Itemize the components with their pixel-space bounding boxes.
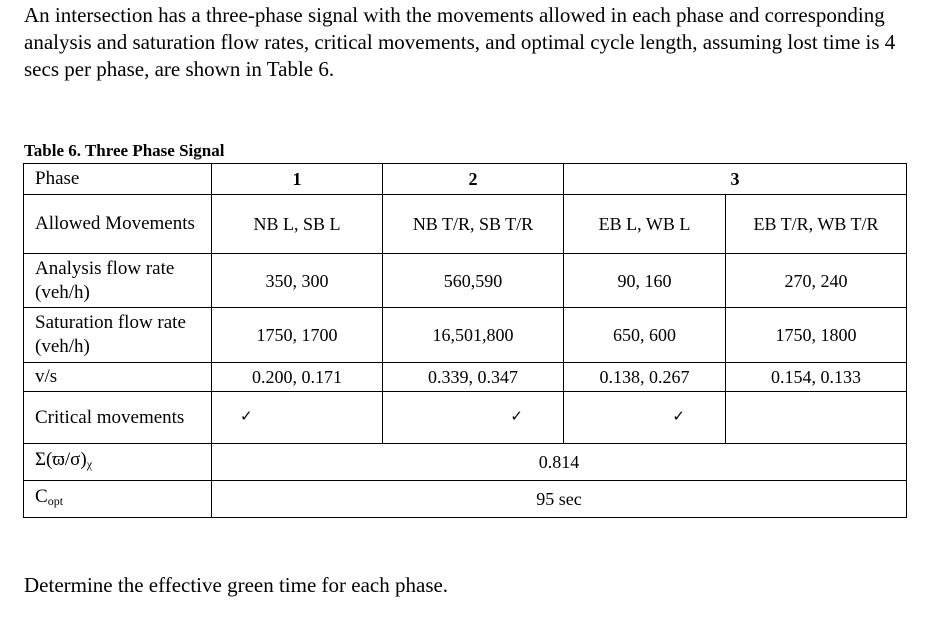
- row-label-sum-ratio: [24, 444, 212, 481]
- cell-movements-col2: NB T/R, SB T/R: [383, 195, 564, 254]
- cell-flow-col3: 90, 160: [564, 254, 726, 308]
- table-caption: Table 6. Three Phase Signal: [24, 141, 225, 160]
- row-label-cycle-length: [24, 481, 212, 518]
- cell-vs-col3: 0.138, 0.267: [564, 363, 726, 392]
- phase-2-header: 2: [383, 164, 564, 195]
- table-row-cycle-length: [24, 481, 907, 518]
- row-label-phase: Phase: [24, 164, 212, 195]
- critical-check-icon: ✓: [240, 407, 253, 425]
- phase-3-header: 3: [564, 164, 907, 195]
- cell-sum-ratio-value: 0.814: [212, 444, 907, 481]
- cell-saturation-col1: 1750, 1700: [212, 308, 383, 363]
- cell-flow-col4: 270, 240: [726, 254, 907, 308]
- cell-movements-col1: NB L, SB L: [212, 195, 383, 254]
- cell-saturation-col3: 650, 600: [564, 308, 726, 363]
- copt-symbol: C: [35, 486, 48, 507]
- critical-check-icon: ✓: [672, 407, 685, 425]
- cell-cycle-length-value: 95 sec: [212, 481, 907, 518]
- phase-1-header: 1: [212, 164, 383, 195]
- question-text: Determine the effective green time for each phase.: [24, 573, 449, 597]
- cell-movements-col3: EB L, WB L: [564, 195, 726, 254]
- cell-saturation-col2: 16,501,800: [383, 308, 564, 363]
- table-row-phase: [24, 164, 907, 195]
- cell-movements-col4: EB T/R, WB T/R: [726, 195, 907, 254]
- table-row-saturation-flow: [24, 308, 907, 363]
- row-label-saturation-flow: Saturation flow rate (veh/h): [24, 308, 212, 363]
- sum-ratio-symbol: Σ(ϖ/σ): [35, 449, 87, 470]
- cell-vs-col4: 0.154, 0.133: [726, 363, 907, 392]
- sum-ratio-subscript: χ: [86, 457, 93, 471]
- table-row-v-over-s: [24, 363, 907, 392]
- cell-flow-col2: 560,590: [383, 254, 564, 308]
- row-label-critical-movements: Critical movements: [24, 392, 212, 444]
- table-row-sum-ratio: [24, 444, 907, 481]
- cell-flow-col1: 350, 300: [212, 254, 383, 308]
- row-label-v-over-s: v/s: [24, 363, 212, 392]
- problem-intro-text: An intersection has a three-phase signal with the movements allowed in each phase and corresponding analysis and saturation flow rates, critical movements, and optimal cycle length, assuming lost time is 4 secs per phase, are shown in Table 6.: [24, 3, 896, 81]
- row-label-allowed-movements: Allowed Movements: [24, 195, 212, 254]
- table-row-analysis-flow: [24, 254, 907, 308]
- critical-check-icon: ✓: [510, 407, 523, 425]
- cell-vs-col1: 0.200, 0.171: [212, 363, 383, 392]
- table-row-allowed-movements: [24, 195, 907, 254]
- copt-subscript: opt: [47, 494, 64, 508]
- three-phase-signal-table: [23, 163, 907, 518]
- row-label-analysis-flow: Analysis flow rate (veh/h): [24, 254, 212, 308]
- table-row-critical-movements: [24, 392, 907, 444]
- cell-saturation-col4: 1750, 1800: [726, 308, 907, 363]
- cell-vs-col2: 0.339, 0.347: [383, 363, 564, 392]
